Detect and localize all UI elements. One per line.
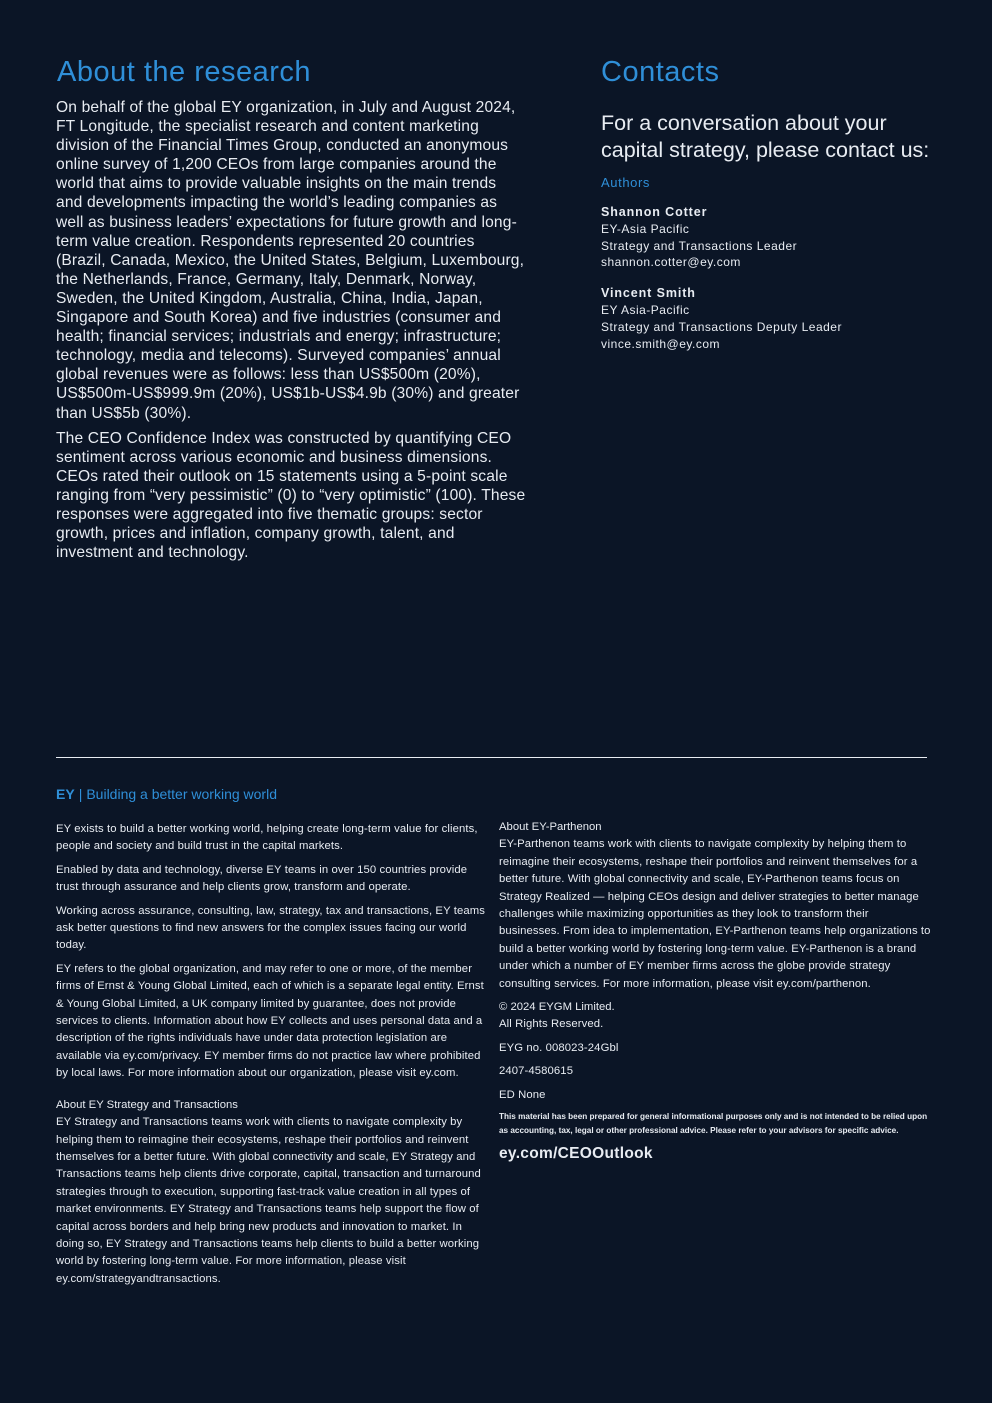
footer-paragraph: EY refers to the global organization, and may refer to one or more, of the member firms of Ernst & Young Global Limited, each of which is a separate legal entity. Ernst & Young Global Limited, a UK company limited by guarantee, does not provide services to clients. Information about how EY collects and uses personal data and a description of the rights individuals have under data protection legislation are available via ey.com/privacy. EY member firms do not practice law where prohibited by local laws. For more information about our organization, please visit ey.com.	[56, 962, 484, 1080]
strategy-text: EY Strategy and Transactions teams work with clients to navigate complexity by helping them to reimagine their ecosystems, reshape their portfolios and reinvent themselves for a better future. With global connectivity and scale, EY Strategy and Transactions teams help clients drive corporate, capital, transaction and turnaround strategies through to execution, supporting fast-track value creation in all types of market environments. EY Strategy and Transactions teams help support the flow of capital across borders and help bring new products and innovation to market. In doing so, EY Strategy and Transactions teams help clients to build a better working world by fostering long-term value. For more information, please visit ey.com/strategyandtransactions.	[56, 1116, 481, 1285]
parthenon-heading: About EY-Parthenon	[499, 821, 602, 833]
contact-email[interactable]: vince.smith@ey.com	[601, 336, 720, 351]
ey-tagline	[56, 786, 277, 802]
authors-label: Authors	[601, 175, 651, 190]
footer-divider	[56, 757, 927, 758]
about-heading: About the research	[57, 56, 312, 88]
contact-region: EY Asia-Pacific	[601, 302, 690, 317]
eyg-number: EYG no. 008023-24Gbl	[499, 1041, 619, 1054]
about-body	[56, 98, 526, 568]
outlook-url-link[interactable]: ey.com/CEOOutlook	[499, 1145, 653, 1163]
contact-title: Strategy and Transactions Leader	[601, 238, 798, 253]
contact-card	[601, 285, 931, 352]
disclaimer: This material has been prepared for general informational purposes only and is not intended to be relied upon as accounting, tax, legal or other professional advice. Please refer to your advisors for specific advice.	[499, 1112, 928, 1135]
contact-card	[601, 204, 931, 271]
tagline-text: Building a better working world	[86, 786, 277, 802]
footer-paragraph: Working across assurance, consulting, law, strategy, tax and transactions, EY teams ask better questions to find new answers for the complex issues facing our world today.	[56, 904, 485, 952]
contact-email[interactable]: shannon.cotter@ey.com	[601, 255, 741, 270]
parthenon-text: EY-Parthenon teams work with clients to navigate complexity by helping them to reimagine their ecosystems, reshape their portfolios and reinvent themselves for a better future. With global connectivity and scale, EY-Parthenon teams focus on Strategy Realized — helping CEOs design and deliver strategies to better manage challenges while maximizing opportunities as they look to transform their businesses. From idea to implementation, EY-Parthenon teams help organizations to build a better working world by fostering long-term value. EY-Parthenon is a brand under which a number of EY member firms across the globe provide strategy consulting services. For more information, please visit ey.com/parthenon.	[499, 838, 931, 990]
about-paragraph: On behalf of the global EY organization, in July and August 2024, FT Longitude, the specialist research and content marketing division of the Financial Times Group, conducted an anonymous online survey of 1,200 CEOs from large companies around the world that aims to provide valuable insights on the main trends and developments impacting the world’s leading companies as well as business leaders’ expectations for future growth and long-term value creation. Respondents represented 20 countries (Brazil, Canada, Mexico, the United States, Belgium, Luxembourg, the Netherlands, France, Germany, Italy, Denmark, Norway, Sweden, the United Kingdom, Australia, China, India, Japan, Singapore and South Korea) and five industries (consumer and health; financial services; industrials and energy; infrastructure; technology, media and telecoms). Surveyed companies’ annual global revenues were as follows: less than US$500m (20%), US$500m-US$999.9m (20%), US$1b-US$4.9b (30%) and greater than US$5b (30%).	[56, 99, 525, 422]
contacts-section	[601, 110, 931, 366]
strategy-heading: About EY Strategy and Transactions	[56, 1098, 238, 1111]
tagline-separator: |	[78, 786, 83, 802]
contact-region: EY-Asia Pacific	[601, 221, 690, 236]
footer-right-column	[499, 819, 931, 1163]
rights-reserved: All Rights Reserved.	[499, 1018, 604, 1031]
footer-paragraph: Enabled by data and technology, diverse EY teams in over 150 countries provide trust through assurance and help clients grow, transform and operate.	[56, 863, 468, 894]
contact-title: Strategy and Transactions Deputy Leader	[601, 319, 842, 334]
footer-left-column	[56, 821, 488, 1294]
footer-paragraph: EY exists to build a better working world, helping create long-term value for clients, people and society and build trust in the capital markets.	[56, 823, 478, 853]
document-code: 2407-4580615	[499, 1065, 574, 1078]
ed-note: ED None	[499, 1088, 546, 1101]
ey-logo-text: EY	[56, 786, 75, 802]
copyright: © 2024 EYGM Limited.	[499, 1001, 615, 1014]
contacts-lead: For a conversation about your capital strategy, please contact us:	[601, 111, 930, 162]
contact-name: Shannon Cotter	[601, 205, 708, 219]
contact-name: Vincent Smith	[601, 286, 696, 301]
contacts-heading: Contacts	[601, 56, 720, 88]
about-paragraph: The CEO Confidence Index was constructed by quantifying CEO sentiment across various economic and business dimensions. CEOs rated their outlook on 15 statements using a 5-point scale ranging from “very pessimistic” (0) to “very optimistic” (100). These responses were aggregated into five thematic groups: sector growth, prices and inflation, company growth, talent, and investment and technology.	[56, 429, 526, 562]
